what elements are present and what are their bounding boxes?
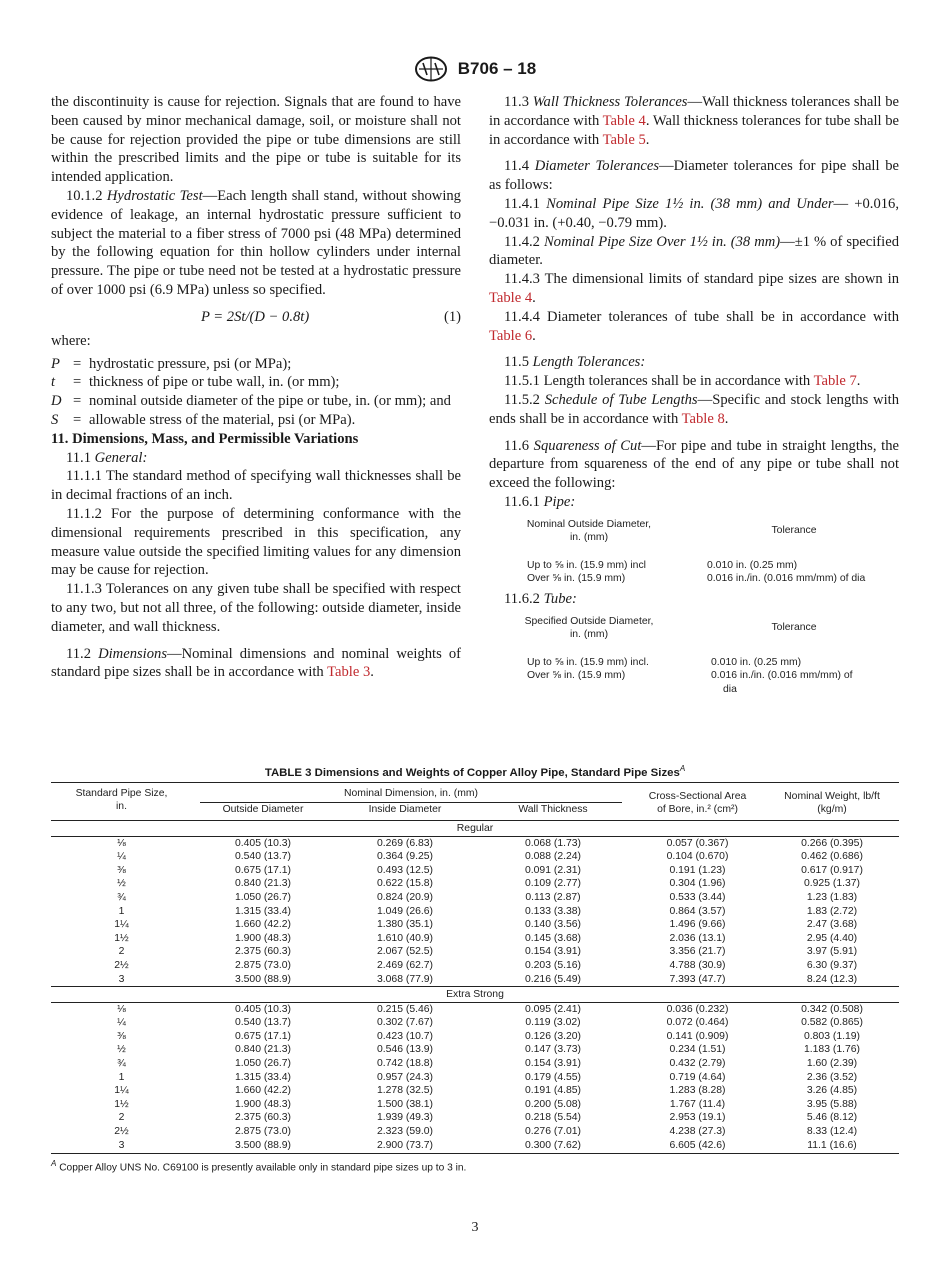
table-cell: ¼ [117,1017,126,1029]
astm-logo [414,56,448,82]
table-cell: 0.304 (1.96) [669,878,726,890]
table-cell: 1.23 (1.83) [806,891,858,903]
paragraph-10-1-2: 10.1.2 Hydrostatic Test—Each length shall stand, without showing evidence of leakage, an internal hydrostatic pressure sufficient to subject the material to a fiber stress of 7000 psi (48 MPa) determined by the following equation for thin hollow cylinders under internal pressure. The pipe or tube need not be tested at a hydrostatic pressure of over 1000 psi (6.9 MPa) unless so specified. [51,187,461,298]
tube-squareness-table [489,615,899,697]
table-cell: 3 [51,1139,192,1154]
left-column [51,93,461,682]
table-row [51,877,899,891]
table-4-link[interactable]: Table 4 [602,112,646,129]
equation-formula: P = 2St/(D − 0.8t) [201,308,310,325]
table-row [51,932,899,946]
table-cell: ½ [117,1044,126,1056]
table-7-link[interactable]: Table 7 [813,373,857,390]
table-row [51,1098,899,1112]
table-cell: 0.218 (5.54) [524,1112,582,1124]
table-cell: 1¼ [114,1085,129,1097]
table-row [51,918,899,932]
table-cell: 0.405 (10.3) [234,1003,292,1015]
definition-item: t = thickness of pipe or tube wall, in. (or mm); [51,374,340,391]
table-cell: 1½ [114,1098,129,1110]
table-cell: 2.036 (13.1) [669,932,726,944]
table-cell: ¾ [117,891,126,903]
table-row [51,945,899,959]
table-cell: 3.95 (5.88) [806,1098,858,1110]
table-cell: 2.469 (62.7) [376,959,434,971]
paragraph-11-1-2: 11.1.2 For the purpose of determining conformance with the dimensional requirements prescribed in this specification, any measure value outside the specified limiting values for any dimension may be cause for rejection. [51,505,461,579]
table-cell: 1 [118,905,125,917]
table-row [51,836,899,850]
table-cell: 0.302 (7.67) [376,1017,434,1029]
col-header-inside: Inside Diameter [368,804,442,816]
table-cell: 0.191 (4.85) [524,1085,582,1097]
table-cell: 1.315 (33.4) [234,905,292,917]
tube-table-row: Over ⅝ in. (15.9 mm) 0.016 in./in. (0.016 mm/mm) of dia [527,670,853,695]
table-cell: 0.140 (3.56) [524,919,582,931]
table-3-body [51,820,899,1153]
table-row [51,850,899,864]
table-cell: 0.432 (2.79) [669,1058,726,1070]
table-cell: 1.183 (1.76) [803,1044,861,1056]
table-cell: ⅜ [117,1030,126,1042]
table-cell: 0.036 (0.232) [666,1003,729,1015]
where-label: where: [51,332,91,349]
table-8-link[interactable]: Table 8 [681,410,725,427]
table-cell: 0.154 (3.91) [524,946,582,958]
page-number: 3 [471,1220,479,1235]
table-row [51,864,899,878]
table-row [51,1030,899,1044]
table-row [51,1002,899,1016]
table-cell: 0.540 (13.7) [234,851,292,863]
table-cell: ½ [117,878,126,890]
table-cell: 3.500 (88.9) [234,973,292,985]
table-cell: 1.049 (26.6) [376,905,434,917]
table-cell: 1.900 (48.3) [234,932,292,944]
table-4-link[interactable]: Table 4 [489,289,533,306]
col-header-std-size: Standard Pipe Size, in. [51,782,192,820]
table-6-link[interactable]: Table 6 [489,327,533,344]
table-cell: 2.375 (60.3) [234,1112,292,1124]
table-cell: 1.500 (38.1) [376,1098,434,1110]
table-cell: 0.109 (2.77) [524,878,582,890]
table-cell: 3.26 (4.85) [806,1085,858,1097]
paragraph-11-4-1: 11.4.1 Nominal Pipe Size 1½ in. (38 mm) and Under— +0.016, −0.031 in. (+0.40, −0.79 mm). [489,195,899,231]
table-cell: 2.36 (3.52) [806,1071,858,1083]
definition-item: S = allowable stress of the material, psi (or MPa). [51,411,356,428]
table-cell: 0.840 (21.3) [234,878,292,890]
col-header-nominal-group: Nominal Dimension, in. (mm) [192,782,630,803]
table-cell: 1.660 (42.2) [234,1085,292,1097]
paragraph-11-1-1: 11.1.1 The standard method of specifying wall thicknesses shall be in decimal fractions of an inch. [51,468,461,504]
paragraph-11-4-4: 11.4.4 Diameter tolerances of tube shall be in accordance with Table 6. [489,308,899,344]
table-cell: 3.356 (21.7) [669,946,726,958]
table-row [51,1084,899,1098]
table-5-link[interactable]: Table 5 [602,131,646,148]
table-cell: 0.742 (18.8) [376,1058,434,1070]
table-cell: 0.147 (3.73) [524,1044,582,1056]
document-id: B706 – 18 [457,59,537,78]
table-cell: 1.380 (35.1) [376,919,434,931]
table-cell: 1.283 (8.28) [669,1085,726,1097]
table-cell: 1.496 (9.66) [669,919,726,931]
paragraph-11-6: 11.6 Squareness of Cut—For pipe and tube in straight lengths, the departure from squareness of the end of any pipe or tube shall not exceed the following: [489,437,899,492]
col-header-area: Cross-Sectional Area of Bore, in.² (cm²) [630,782,765,820]
table-cell: 2.067 (52.5) [376,946,434,958]
table-cell: 0.215 (5.46) [376,1003,434,1015]
table-cell: 0.072 (0.464) [666,1017,729,1029]
table-row [51,1057,899,1071]
paragraph-11-2: 11.2 Dimensions—Nominal dimensions and nominal weights of standard pipe sizes shall be in accordance with Table 3. [51,645,461,681]
table-cell: 0.462 (0.686) [801,851,863,863]
table-3-title: TABLE 3 Dimensions and Weights of Copper Alloy Pipe, Standard Pipe Sizes$^A$ [264,764,686,779]
table-cell: ⅛ [117,1003,126,1015]
table-cell: 1.315 (33.4) [234,1071,292,1083]
table-cell: 0.068 (1.73) [524,837,582,849]
table-cell: 1¼ [114,919,129,931]
table-3-link[interactable]: Table 3 [327,664,371,681]
table-cell: ¼ [117,851,126,863]
table-cell: 1½ [114,932,129,944]
group-label: Regular [51,820,899,836]
pipe-squareness-table [489,518,899,586]
paragraph-11-5-1: 11.5.1 Length tolerances shall be in accordance with Table 7. [504,373,861,390]
table-cell: 4.238 (27.3) [669,1126,726,1138]
table-cell: 0.824 (20.9) [376,891,434,903]
table-cell: 0.145 (3.68) [524,932,582,944]
table-cell: 2.953 (19.1) [669,1112,726,1124]
table-cell: 1.050 (26.7) [234,891,292,903]
table-cell: 2.323 (59.0) [376,1126,434,1138]
pipe-table-header: Nominal Outside Diameter, in. (mm) Tolerance [526,518,817,544]
table-cell: ¾ [117,1058,126,1070]
paragraph-11-4-2: 11.4.2 Nominal Pipe Size Over 1½ in. (38 mm)—±1 % of specified diameter. [489,233,899,269]
table-cell: 2 [118,1112,125,1124]
paragraph-11-5-2: 11.5.2 Schedule of Tube Lengths—Specific and stock lengths with ends shall be in accordance with Table 8. [489,391,900,427]
section-title: Hydrostatic Test [106,187,203,204]
table-cell: 1.050 (26.7) [234,1058,292,1070]
table-cell: 2 [118,946,125,958]
paragraph-11-1-3: 11.1.3 Tolerances on any given tube shall be specified with respect to any two, but not all three, of the following: outside diameter, inside diameter, and wall thickness. [51,581,461,635]
table-group-row [51,987,899,1003]
paragraph-11-6-1: 11.6.1 Pipe: [504,493,576,510]
table-cell: 2.47 (3.68) [806,919,858,931]
table-cell: 0.154 (3.91) [524,1058,582,1070]
paragraph-11-5: 11.5 Length Tolerances: [504,354,646,371]
table-cell: 0.364 (9.25) [376,851,434,863]
table-group-row [51,820,899,836]
table-row [51,959,899,973]
paragraph-11-4: 11.4 Diameter Tolerances—Diameter tolerances for pipe shall be as follows: [489,158,900,194]
table-cell: 0.493 (12.5) [376,864,434,876]
table-cell: 2.900 (73.7) [334,1139,476,1154]
table-cell: 1.767 (11.4) [669,1098,726,1110]
col-header-outside: Outside Diameter [222,804,304,816]
table-cell: 0.300 (7.62) [476,1139,630,1154]
section-11-heading: 11. Dimensions, Mass, and Permissible Variations [51,430,359,447]
table-cell: 0.088 (2.24) [524,851,582,863]
table-cell: 0.957 (24.3) [376,1071,434,1083]
paragraph-11-4-3: 11.4.3 The dimensional limits of standard pipe sizes are shown in Table 4. [489,271,899,306]
table-cell: 8.33 (12.4) [806,1126,858,1138]
table-cell: 1.900 (48.3) [234,1098,292,1110]
table-cell: 0.216 (5.49) [524,973,582,985]
table-cell: 1 [118,1071,125,1083]
table-cell: 0.191 (1.23) [669,864,726,876]
tube-table-header: Specified Outside Diameter, in. (mm) Tolerance [524,615,817,641]
table-cell: 0.864 (3.57) [669,905,726,917]
table-cell: 6.30 (9.37) [806,959,858,971]
page-header [0,56,950,82]
table-row [51,973,899,987]
table-cell: 1.83 (2.72) [806,905,858,917]
table-cell: 0.200 (5.08) [524,1098,582,1110]
table-row [51,905,899,919]
group-label: Extra Strong [51,987,899,1003]
table-cell: 1.278 (32.5) [376,1085,434,1097]
table-cell: 0.266 (0.395) [801,837,863,849]
table-cell: ⅜ [117,864,126,876]
definition-item: D = nominal outside diameter of the pipe or tube, in. (or mm); and [51,393,451,410]
table-cell: 1.660 (42.2) [234,919,292,931]
table-cell: 0.141 (0.909) [666,1030,729,1042]
table-cell: 0.925 (1.37) [803,878,861,890]
table-cell: 3.068 (77.9) [376,973,434,985]
table-row [51,1125,899,1139]
tube-table-row: Up to ⅝ in. (15.9 mm) incl. 0.010 in. (0.25 mm) [527,656,802,668]
table-cell: 0.057 (0.367) [666,837,729,849]
col-header-wall: Wall Thickness [518,804,588,816]
table-3-grid [51,782,899,1154]
equation-1 [51,306,461,332]
table-cell: 0.533 (3.44) [669,891,726,903]
table-cell: 0.405 (10.3) [234,837,292,849]
table-cell: 0.617 (0.917) [801,864,863,876]
table-cell: 8.24 (12.3) [806,973,858,985]
table-cell: 3.97 (5.91) [806,946,858,958]
table-cell: 0.719 (4.64) [669,1071,726,1083]
table-cell: 6.605 (42.6) [630,1139,765,1154]
table-cell: 0.113 (2.87) [525,891,581,903]
table-cell: ⅛ [117,837,126,849]
table-cell: 0.622 (15.8) [376,878,434,890]
table-cell: 4.788 (30.9) [669,959,726,971]
paragraph-11-1: 11.1 General: [66,449,148,466]
table-cell: 0.203 (5.16) [524,959,582,971]
table-cell: 5.46 (8.12) [806,1112,858,1124]
table-cell: 0.091 (2.31) [524,864,582,876]
table-cell: 0.133 (3.38) [524,905,582,917]
table-cell: 2½ [114,1126,129,1138]
table-cell: 0.675 (17.1) [234,1030,292,1042]
table-row [51,1139,899,1154]
pipe-table-row: Up to ⅝ in. (15.9 mm) incl 0.010 in. (0.25 mm) [527,559,798,571]
table-cell: 0.095 (2.41) [524,1003,582,1015]
definition-item: P = hydrostatic pressure, psi (or MPa); [51,355,292,372]
table-cell: 7.393 (47.7) [669,973,726,985]
table-cell: 1.610 (40.9) [376,932,434,944]
table-cell: 2.95 (4.40) [806,932,858,944]
table-cell: 0.126 (3.20) [524,1030,582,1042]
paragraph-11-3: 11.3 Wall Thickness Tolerances—Wall thickness tolerances shall be in accordance with Table 4. Wall thickness tolerances for tube shall be in accordance with Table 5. [489,94,899,148]
table-cell: 3 [118,973,125,985]
table-row [51,891,899,905]
table-row [51,1111,899,1125]
table-cell: 2½ [114,959,129,971]
table-cell: 11.1 (16.6) [765,1139,899,1154]
paragraph-continuation: the discontinuity is cause for rejection. Signals that are found to have been caused by minor mechanical damage, soil, or moisture shall not be cause for rejection provided the pipe or tube dimensions are still within the prescribed limits and the pipe or tube is suitable for its intended application. [51,94,461,186]
table-cell: 0.179 (4.55) [524,1071,582,1083]
table-cell: 0.119 (3.02) [525,1017,581,1029]
table-row [51,1043,899,1057]
table-3-footnote: $^A$ Copper Alloy UNS No. C69100 is presently available only in standard pipe sizes up to 3 in. [51,1159,467,1174]
table-cell: 0.840 (21.3) [234,1044,292,1056]
table-cell: 0.675 (17.1) [234,864,292,876]
table-row [51,1016,899,1030]
table-3 [51,764,899,1174]
table-cell: 2.875 (73.0) [234,1126,292,1138]
col-header-weight: Nominal Weight, lb/ft (kg/m) [765,782,899,820]
paragraph-11-6-2: 11.6.2 Tube: [504,590,577,607]
table-cell: 2.875 (73.0) [234,959,292,971]
table-cell: 0.546 (13.9) [376,1044,434,1056]
table-cell: 0.342 (0.508) [801,1003,863,1015]
table-cell: 0.234 (1.51) [669,1044,726,1056]
table-cell: 1.939 (49.3) [376,1112,434,1124]
definitions-list [51,355,461,430]
table-cell: 0.104 (0.670) [666,851,729,863]
pipe-table-row: Over ⅝ in. (15.9 mm) 0.016 in./in. (0.016 mm/mm) of dia [527,573,866,585]
table-row [51,1071,899,1085]
table-cell: 0.269 (6.83) [376,837,434,849]
right-column [489,93,899,696]
table-cell: 0.803 (1.19) [803,1030,861,1042]
table-cell: 0.540 (13.7) [234,1017,292,1029]
equation-number: (1) [443,308,461,325]
table-cell: 2.375 (60.3) [234,946,292,958]
table-cell: 0.276 (7.01) [524,1126,582,1138]
table-cell: 0.423 (10.7) [376,1030,434,1042]
table-cell: 0.582 (0.865) [801,1017,863,1029]
table-cell: 1.60 (2.39) [806,1058,858,1070]
table-cell: 3.500 (88.9) [192,1139,334,1154]
